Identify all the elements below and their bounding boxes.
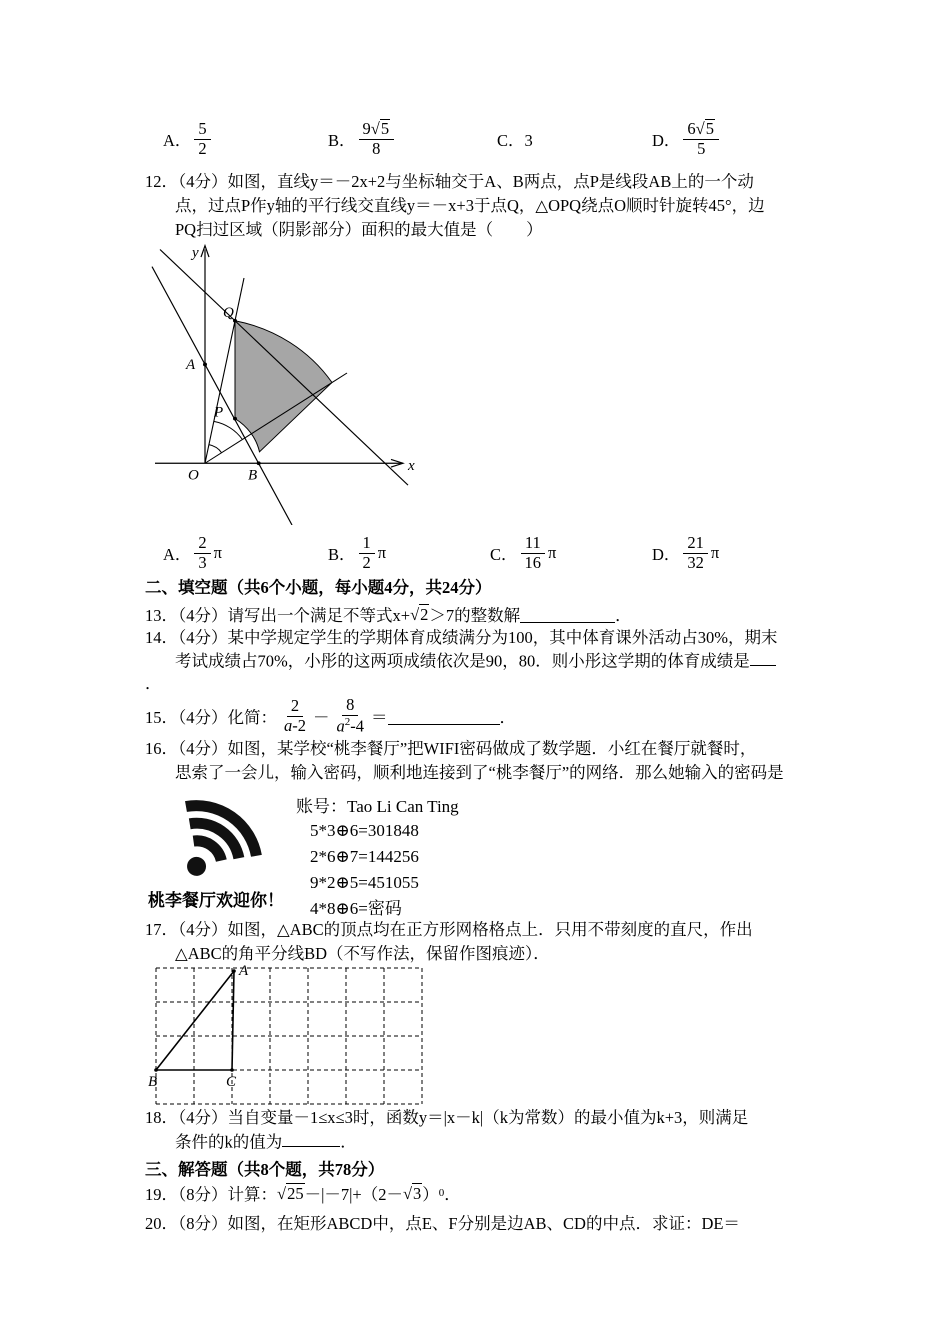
rotation-arc-small — [209, 445, 222, 453]
q14-line-3: ． — [145, 674, 162, 694]
q19-text-mid: －|－7|+（2－ — [304, 1185, 403, 1204]
q11-option-b — [328, 114, 397, 164]
sqrt-sign: √ — [410, 604, 420, 624]
origin-label: O — [188, 467, 199, 484]
fraction — [521, 534, 546, 573]
radical — [696, 119, 715, 138]
fraction-numerator: 1 — [359, 534, 375, 554]
radical — [277, 1183, 305, 1204]
fraction-denominator — [280, 717, 310, 736]
radicand: 3 — [413, 1183, 422, 1203]
fraction — [194, 120, 210, 159]
radical — [410, 604, 429, 625]
q12-line-3: PQ扫过区域（阴影部分）面积的最大值是（ ） — [175, 220, 543, 239]
q11-option-d — [652, 114, 722, 164]
triangle-abc — [156, 971, 234, 1070]
fraction-denominator: 2 — [198, 138, 207, 158]
radical — [403, 1183, 422, 1204]
answer-blank — [520, 605, 615, 622]
pi-symbol: π — [548, 543, 557, 562]
wifi-dot — [183, 853, 209, 879]
den-rest: -4 — [350, 716, 364, 736]
edge-ba — [156, 971, 234, 1070]
q19-text-close: ） — [422, 1185, 439, 1204]
label-a: A — [186, 357, 196, 374]
q11-option-c — [497, 114, 533, 164]
question-15 — [145, 690, 516, 742]
rotation-arc-medium — [214, 421, 243, 439]
question-13 — [145, 600, 632, 628]
fraction-denominator: 2 — [362, 552, 371, 572]
fraction-numerator: 8 — [342, 696, 358, 716]
vertex-a — [232, 969, 236, 973]
option-label: B． — [328, 131, 356, 150]
section-3-header: 三、解答题（共8个题，共78分） — [145, 1160, 385, 1179]
fraction-denominator: 3 — [198, 552, 207, 572]
vertex-b — [154, 1068, 158, 1072]
q12-option-d — [652, 530, 719, 576]
fraction — [333, 696, 369, 736]
question-19 — [145, 1178, 461, 1208]
q18-line-1: 18．（4分）当自变量－1≤x≤3时，函数y＝|x－k|（k为常数）的最小值为k+3，则满足 — [145, 1108, 749, 1127]
q17-line-2: △ABC的角平分线BD（不写作法，保留作图痕迹）． — [175, 944, 550, 963]
q16-wifi-figure — [148, 788, 588, 918]
fraction — [359, 119, 395, 159]
fraction-denominator: 5 — [697, 139, 706, 158]
vertex-c — [230, 1068, 234, 1072]
q11-options-row — [0, 114, 950, 164]
wifi-equation-2: 2*6⊕7=144256 — [310, 847, 419, 866]
question-20: 20．（8分）如图，在矩形ABCD中，点E、F分别是边AB、CD的中点．求证：DE＝ — [145, 1214, 740, 1233]
section-2-header: 二、填空题（共6个小题，每小题4分，共24分） — [145, 578, 492, 597]
q19-text-end: ． — [444, 1185, 461, 1204]
variable-a: a — [284, 715, 293, 735]
q16-line-2: 思索了一会儿，输入密码，顺利地连接到了“桃李餐厅”的网络．那么她输入的密码是 — [175, 763, 784, 782]
fraction — [280, 697, 310, 736]
grid-lines — [156, 968, 422, 1104]
fraction — [683, 119, 719, 159]
coefficient: 6 — [687, 119, 696, 139]
shaded-region — [235, 321, 332, 452]
label-p: P — [214, 405, 224, 421]
pi-symbol: π — [710, 543, 720, 562]
line-through-q — [160, 250, 408, 486]
fraction-numerator — [359, 119, 395, 140]
q14-line-2 — [145, 649, 835, 672]
fraction — [194, 534, 210, 573]
radicand: 2 — [420, 604, 429, 624]
radicand: 25 — [287, 1183, 304, 1203]
axis-label-x: x — [408, 458, 415, 474]
q13-text-pre: 13．（4分）请写出一个满足不等式x+ — [145, 606, 411, 625]
point-b — [257, 461, 261, 465]
label-a: A — [239, 963, 249, 979]
fraction-denominator: 32 — [687, 552, 704, 572]
sqrt-sign: √ — [277, 1183, 287, 1203]
q15-text-pre: 15．（4分）化简： — [145, 708, 277, 727]
wifi-equation-4: 4*8⊕6=密码 — [310, 899, 402, 918]
option-label: A． — [163, 545, 192, 564]
label-q: Q — [223, 305, 234, 321]
point-a — [203, 363, 207, 367]
sqrt-sign: √ — [695, 119, 705, 139]
question-18 — [145, 1106, 835, 1154]
fraction-numerator: 2 — [287, 697, 303, 717]
option-label: C．3 — [497, 131, 533, 150]
wifi-account: 账号：Tao Li Can Ting — [296, 797, 459, 816]
sqrt-sign: √ — [402, 1183, 413, 1203]
q15-text-end: ． — [499, 708, 516, 727]
fraction — [359, 534, 375, 573]
q12-line-2: 点，过点P作y轴的平行线交直线y＝－x+3于点Q，△OPQ绕点O顺时针旋转45°，边 — [175, 196, 765, 215]
q12-options-row — [0, 530, 950, 576]
option-label: C． — [490, 545, 518, 564]
wifi-caption: 桃李餐厅欢迎你！ — [148, 891, 284, 910]
radicand: 5 — [380, 119, 390, 139]
q18-line-2-end: ． — [340, 1132, 357, 1152]
equals-sign: ＝ — [371, 708, 388, 727]
q13-text-mid: ＞7的整数解 — [429, 606, 521, 625]
fraction-numerator: 2 — [194, 534, 210, 554]
exponent: 2 — [344, 715, 351, 728]
fraction-denominator: 8 — [372, 139, 381, 158]
fraction-numerator: 11 — [521, 534, 545, 554]
q14-line-2-text: 考试成绩占70%，小彤的这两项成绩依次是90，80．则小彤这学期的体育成绩是 — [175, 651, 750, 671]
fraction-denominator: 16 — [524, 552, 542, 572]
fraction-numerator — [683, 119, 719, 140]
q12-option-c — [490, 530, 556, 576]
exponent-zero: 0 — [438, 1187, 445, 1199]
axis-label-y: y — [192, 245, 199, 261]
wifi-equation-3: 9*2⊕5=451055 — [310, 873, 419, 892]
label-b: B — [148, 1074, 158, 1090]
answer-blank — [282, 1130, 340, 1147]
question-12 — [145, 170, 835, 242]
pi-symbol: π — [213, 543, 223, 562]
q12-coordinate-figure — [140, 240, 450, 525]
q13-text-end: ． — [615, 606, 632, 625]
option-label: D． — [652, 131, 681, 150]
q11-option-a — [163, 114, 214, 164]
answer-blank — [388, 707, 500, 724]
q17-line-1: 17．（4分）如图，△ABC的顶点均在正方形网格格点上．只用不带刻度的直尺，作出 — [145, 920, 753, 939]
radical — [371, 119, 390, 138]
sqrt-sign: √ — [370, 119, 380, 139]
minus-sign: － — [313, 708, 330, 727]
option-label: D． — [652, 545, 681, 564]
answer-blank — [750, 649, 776, 666]
q16-line-1: 16．（4分）如图，某学校“桃李餐厅”把WIFI密码做成了数学题．小红在餐厅就餐时， — [145, 739, 757, 758]
option-label: A． — [163, 131, 192, 150]
pi-symbol: π — [377, 543, 387, 562]
fraction-numerator: 5 — [194, 120, 210, 140]
den-rest: -2 — [292, 715, 306, 735]
label-b: B — [248, 467, 258, 484]
option-label: B． — [328, 545, 356, 564]
q12-option-a — [163, 530, 222, 576]
fraction-numerator: 21 — [683, 534, 708, 554]
fraction — [683, 534, 708, 573]
q19-text-pre: 19．（8分）计算： — [145, 1185, 277, 1204]
question-14 — [145, 626, 835, 695]
q14-line-1: 14．（4分）某中学规定学生的学期体育成绩满分为100，其中体育课外活动占30%，期末 — [145, 628, 778, 647]
fraction-denominator — [333, 716, 369, 736]
q18-line-2 — [145, 1130, 835, 1154]
radicand: 5 — [705, 119, 714, 139]
label-c: C — [226, 1074, 237, 1090]
coefficient: 9 — [362, 119, 371, 139]
q12-line-1: 12．（4分）如图，直线y＝－2x+2与坐标轴交于A、B两点，点P是线段AB上的一个动 — [145, 172, 754, 191]
variable-a: a — [336, 716, 345, 736]
point-p — [233, 417, 237, 421]
q12-option-b — [328, 530, 386, 576]
wifi-equation-1: 5*3⊕6=301848 — [310, 821, 419, 840]
wifi-arc-1 — [194, 836, 226, 861]
q18-line-2-text: 条件的k的值为 — [175, 1132, 283, 1152]
question-16 — [145, 737, 835, 785]
wifi-icon — [148, 788, 288, 888]
q17-grid-figure — [148, 958, 432, 1110]
